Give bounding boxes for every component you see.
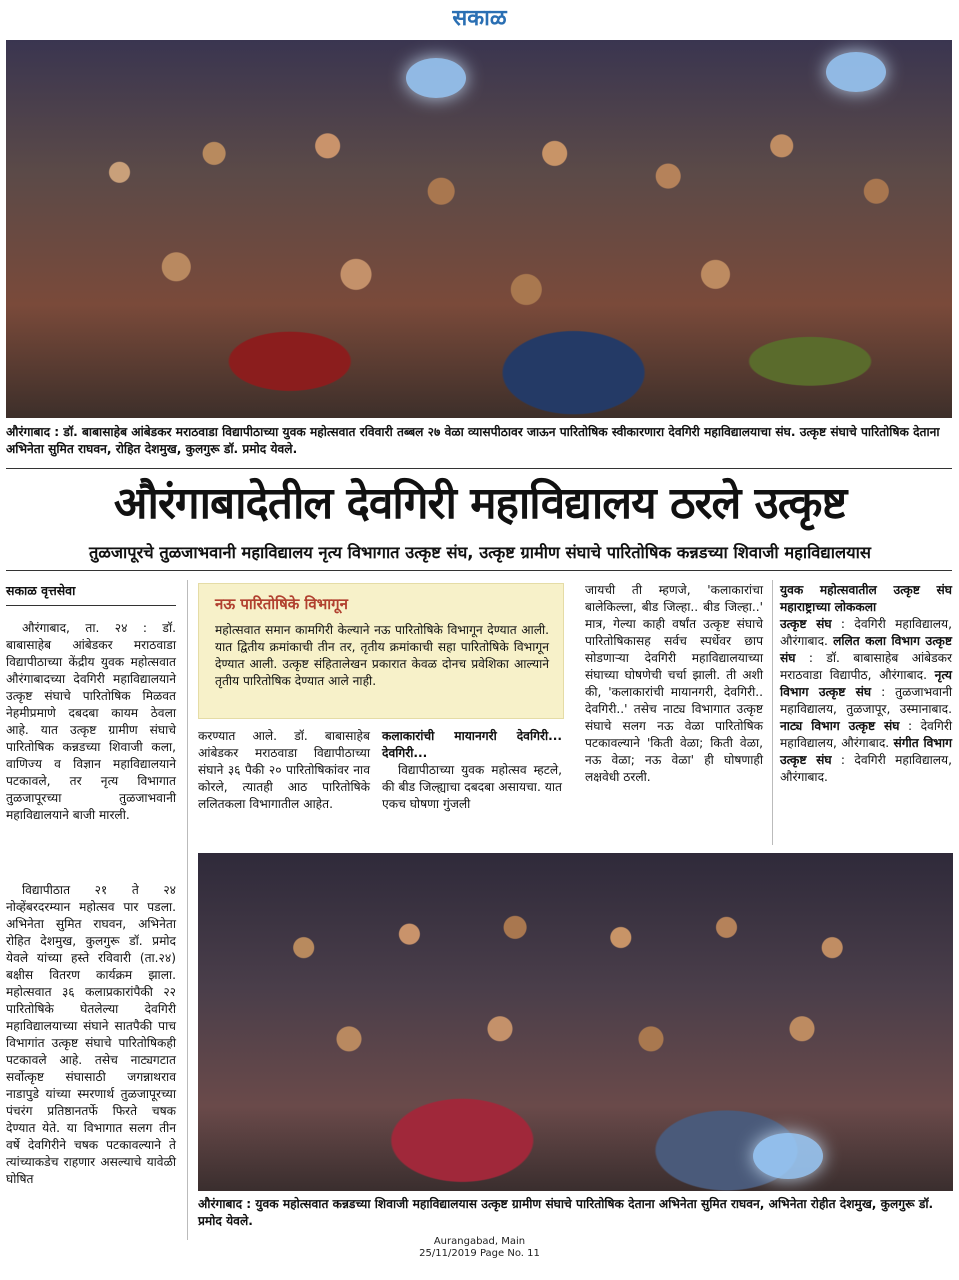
bottom-photo-caption: औरंगाबाद : युवक महोत्सवात कन्नडच्या शिवाजी महाविद्यालयास उत्कृष्ट ग्रामीण संघाचे पारितोषिक देताना अभिनेता सुमित राघवन, अभिनेता रोहीत देशमुख, कुलगुरू डॉ. प्रमोद येवले.: [198, 1197, 934, 1228]
column-divider: [772, 580, 773, 845]
award-label: नाट्य विभाग उत्कृष्ट संघ: [780, 719, 900, 733]
top-photo-caption: औरंगाबाद : डॉ. बाबासाहेब आंबेडकर मराठवाडा विद्यापीठाच्या युवक महोत्सवात रविवारी तब्बल २७ वेळा व्यासपीठावर जाऊन पारितोषिक स्वीकारणारा देवगिरी महाविद्यालयाचा संघ. उत्कृष्ट संघाचे पारितोषिक देताना अभिनेता सुमित राघवन, रोहित देशमुख, कुलगुरू डॉ. प्रमोद येवले.: [6, 425, 940, 456]
footer-edition: Aurangabad, Main: [433, 1236, 526, 1247]
column-1-paragraph-1: औरंगाबाद, ता. २४ : डॉ. बाबासाहेब आंबेडकर मराठवाडा विद्यापीठाच्या केंद्रीय युवक महोत्सवात औरंगाबादच्या देवगिरी महाविद्यालयाने उत्कृष्ट संघाचे पारितोषिक मिळवत नेहमीप्रमाणे दबदबा कायम ठेवला आहे. यात उत्कृष्ट ग्रामीण संघाचे पारितोषिक कन्नडच्या शिवाजी कला, वाणिज्य व विज्ञान महाविद्यालयाने पटकावले, तर नृत्य विभागात तुळजापूरच्या तुळजाभवानी महाविद्यालयाने बाजी मारली.: [6, 621, 176, 822]
award-label: संगीत विभाग उत्कृष्ट संघ: [780, 736, 952, 767]
award-value: : डॉ. बाबासाहेब आंबेडकर मराठवाडा विद्यापीठ, औरंगाबाद.: [780, 651, 952, 682]
stage-light-icon: [753, 1133, 823, 1179]
bottom-group-photo: [198, 853, 953, 1191]
sidebar-box-text: महोत्सवात समान कामगिरी केल्याने नऊ पारितोषिके विभागून देण्यात आली. यात द्वितीय क्रमांकाची तीन तर, तृतीय क्रमांकाची सहा पारितोषिके विभागून देण्यात आली. उत्कृष्ट संहितालेखन प्रकारात केवळ दोनच प्रवेशिका आल्याने तृतीय पारितोषिक देण्यात आले नाही.: [215, 623, 549, 688]
awards-list-title: युवक महोत्सवातील उत्कृष्ट संघ महाराष्ट्राच्या लोककला: [780, 583, 952, 614]
award-label: ललित कला विभाग उत्कृष्ट संघ: [780, 634, 952, 665]
award-value: : तुळजाभवानी महाविद्यालय, तुळजापूर, उस्मानाबाद.: [780, 685, 952, 716]
column-2-text: करण्यात आले. डॉ. बाबासाहेब आंबेडकर मराठवाडा विद्यापीठाच्या संघाने ३६ पैकी २० पारितोषिकांवर नाव कोरले, त्यातही आठ पारितोषिके ललितकला विभागातील आहेत.: [198, 729, 370, 811]
page-footer: [0, 1236, 959, 1260]
byline: सकाळ वृत्तसेवा: [6, 582, 176, 606]
awards-list: [780, 582, 952, 786]
award-value: : देवगिरी महाविद्यालय, औरंगाबाद.: [780, 719, 952, 750]
award-value: : देवगिरी महाविद्यालय, औरंगाबाद.: [780, 753, 952, 784]
award-label: उत्कृष्ट संघ: [780, 617, 832, 631]
top-group-photo: [6, 40, 952, 418]
award-value: : देवगिरी महाविद्यालय, औरंगाबाद.: [780, 617, 952, 648]
column-3-subtitle: कलाकारांची मायानगरी देवगिरी... देवगिरी...: [382, 729, 562, 760]
newspaper-masthead: सकाळ: [452, 5, 507, 31]
sidebar-box-title: नऊ पारितोषिके विभागून: [215, 595, 348, 613]
sidebar-box: [198, 583, 564, 719]
subheadline: तुळजापूरचे तुळजाभवानी महाविद्यालय नृत्य विभागात उत्कृष्ट संघ, उत्कृष्ट ग्रामीण संघाचे पारितोषिक कन्नडच्या शिवाजी महाविद्यालयास: [89, 543, 871, 562]
stage-light-icon: [406, 58, 466, 98]
divider: [6, 570, 952, 571]
column-divider: [187, 580, 188, 1240]
footer-date-page: 25/11/2019 Page No. 11: [419, 1248, 540, 1259]
column-4-text: जायची ती म्हणजे, 'कलाकारांचा बालेकिल्ला, बीड जिल्हा.. बीड जिल्हा..' मात्र, गेल्या काही वर्षांत उत्कृष्ट संघाचे पारितोषिकासह सर्वच स्पर्धेवर छाप सोडणाऱ्या देवगिरी महाविद्यालयाच्या संघाच्या घोषणेची चर्चा झाली. ती अशी की, 'कलाकारांची मायानगरी, देवगिरी.. देवगिरी..' तसेच नाट्य विभागात उत्कृष्ट संघाचे सलग नऊ वेळा पारितोषिक पटकावल्याने 'किती वेळा; किती वेळा, नऊ वेळा; नऊ वेळा' ही घोषणाही लक्षवेधी ठरली.: [585, 583, 763, 784]
headline: औरंगाबादेतील देवगिरी महाविद्यालय ठरले उत्कृष्ट: [113, 478, 847, 529]
column-3-text: विद्यापीठाच्या युवक महोत्सव म्हटले, की बीड जिल्ह्याचा दबदबा असायचा. यात एकच घोषणा गुंजली: [382, 763, 562, 811]
stage-light-icon: [826, 52, 886, 92]
award-label: नृत्य विभाग उत्कृष्ट संघ: [780, 668, 952, 699]
column-1-paragraph-2: विद्यापीठात २१ ते २४ नोव्हेंबरदरम्यान महोत्सव पार पडला. अभिनेता सुमित राघवन, अभिनेता रोहित देशमुख, कुलगुरू डॉ. प्रमोद येवले यांच्या हस्ते रविवारी (ता.२४) बक्षीस वितरण कार्यक्रम झाला. महोत्सवात ३६ कलाप्रकारांपैकी २२ पारितोषिके घेतलेल्या देवगिरी महाविद्यालयाच्या संघाने सातपैकी पाच विभागांत उत्कृष्ट संघाचे पारितोषिकही पटकावले आहे. तसेच नाट्यगटात सर्वोत्कृष्ट संघासाठी जगन्नाथराव नाडापुडे यांच्या स्मरणार्थ तुळजापूरच्या पंचरंग प्रतिष्ठानतर्फे फिरते चषक देण्यात येते. या विभागात सलग तीन वर्षे देवगिरीने चषक पटकावल्याने ते त्यांच्याकडेच राहणार असल्याचे यावेळी घोषित: [6, 883, 176, 1186]
divider: [6, 468, 952, 469]
